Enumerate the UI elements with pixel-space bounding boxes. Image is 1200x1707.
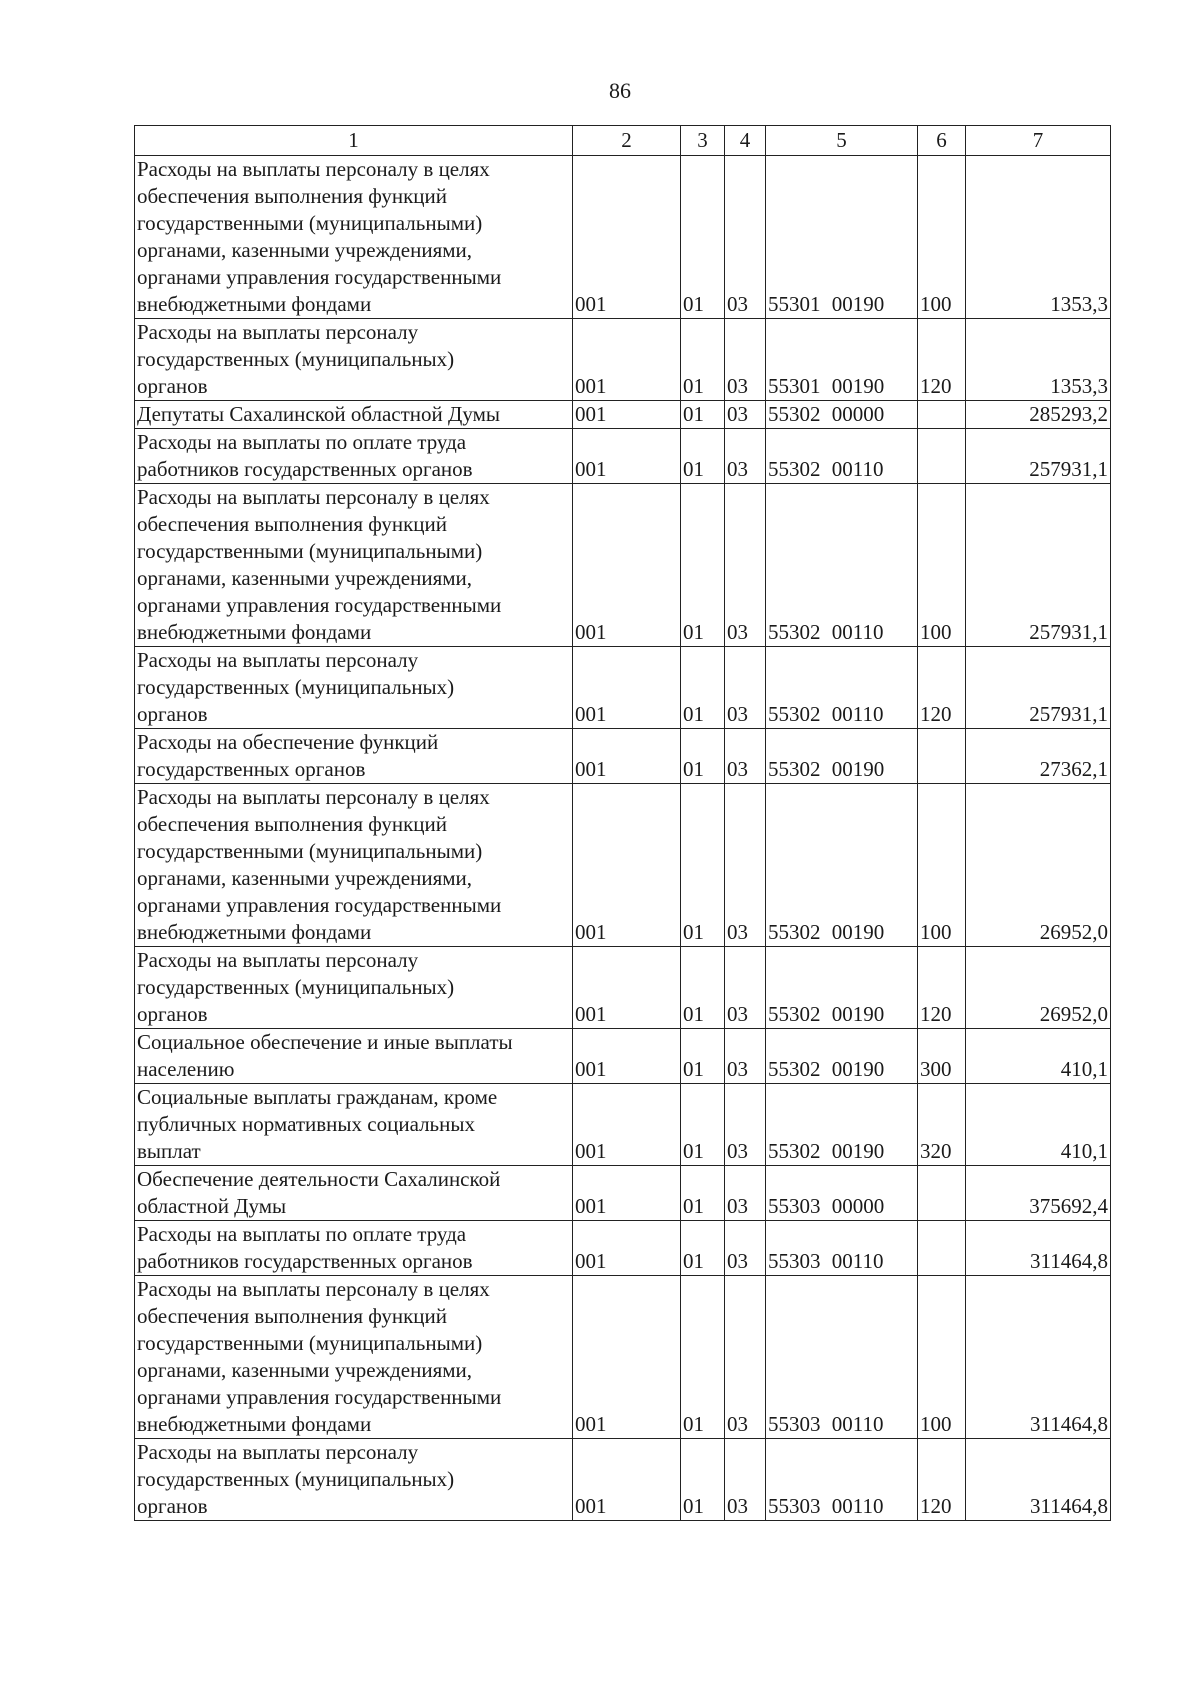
target-article-cell: 55302 00000 [766, 401, 918, 429]
table-row [135, 1166, 1111, 1221]
subsection-code-cell: 03 [725, 647, 766, 729]
amount-cell: 257931,1 [966, 647, 1111, 729]
section-code-cell: 01 [681, 1084, 725, 1166]
table-row [135, 647, 1111, 729]
ministry-code-cell: 001 [573, 156, 681, 319]
target-article-cell: 55301 00190 [766, 156, 918, 319]
ministry-code-cell: 001 [573, 647, 681, 729]
expense-type-cell: 100 [918, 784, 966, 947]
ministry-code-cell: 001 [573, 947, 681, 1029]
subsection-code-cell: 03 [725, 1221, 766, 1276]
amount-cell: 410,1 [966, 1084, 1111, 1166]
expense-name-cell: Социальные выплаты гражданам, кроме публичных нормативных социальных выплат [135, 1084, 573, 1166]
table-row [135, 1221, 1111, 1276]
section-code-cell: 01 [681, 156, 725, 319]
column-header: 5 [766, 126, 918, 156]
page-number: 86 [609, 78, 631, 103]
amount-cell: 26952,0 [966, 784, 1111, 947]
expense-type-cell: 120 [918, 319, 966, 401]
table-row [135, 947, 1111, 1029]
target-article-cell: 55302 00190 [766, 1084, 918, 1166]
section-code-cell: 01 [681, 647, 725, 729]
subsection-code-cell: 03 [725, 784, 766, 947]
column-header: 7 [966, 126, 1111, 156]
expense-name-cell: Расходы на выплаты персоналу государственных (муниципальных) органов [135, 319, 573, 401]
expense-type-cell [918, 401, 966, 429]
target-article-cell: 55303 00000 [766, 1166, 918, 1221]
expense-type-cell [918, 1221, 966, 1276]
expense-name-cell: Расходы на выплаты персоналу государственных (муниципальных) органов [135, 647, 573, 729]
amount-cell: 1353,3 [966, 156, 1111, 319]
expense-type-cell: 120 [918, 1439, 966, 1521]
expense-name-cell: Социальное обеспечение и иные выплаты населению [135, 1029, 573, 1084]
target-article-cell: 55301 00190 [766, 319, 918, 401]
table-row [135, 1439, 1111, 1521]
ministry-code-cell: 001 [573, 319, 681, 401]
amount-cell: 257931,1 [966, 429, 1111, 484]
ministry-code-cell: 001 [573, 484, 681, 647]
amount-cell: 311464,8 [966, 1439, 1111, 1521]
table-row [135, 1084, 1111, 1166]
target-article-cell: 55303 00110 [766, 1221, 918, 1276]
expense-name-cell: Расходы на выплаты по оплате труда работников государственных органов [135, 429, 573, 484]
table-header-row [135, 126, 1111, 156]
section-code-cell: 01 [681, 484, 725, 647]
section-code-cell: 01 [681, 1029, 725, 1084]
target-article-cell: 55302 00110 [766, 429, 918, 484]
amount-cell: 311464,8 [966, 1221, 1111, 1276]
expense-type-cell: 120 [918, 947, 966, 1029]
subsection-code-cell: 03 [725, 484, 766, 647]
expense-type-cell: 100 [918, 156, 966, 319]
ministry-code-cell: 001 [573, 1084, 681, 1166]
column-header: 2 [573, 126, 681, 156]
table-row [135, 484, 1111, 647]
target-article-cell: 55302 00110 [766, 484, 918, 647]
expense-type-cell: 320 [918, 1084, 966, 1166]
table-row [135, 1276, 1111, 1439]
expense-name-cell: Расходы на выплаты персоналу в целях обеспечения выполнения функций государственными (муниципальными) органами, казенными учреждениями, органами управления государственными внебюджетными фондами [135, 784, 573, 947]
amount-cell: 285293,2 [966, 401, 1111, 429]
subsection-code-cell: 03 [725, 1439, 766, 1521]
table-row [135, 156, 1111, 319]
ministry-code-cell: 001 [573, 429, 681, 484]
ministry-code-cell: 001 [573, 1166, 681, 1221]
expense-name-cell: Расходы на выплаты персоналу государственных (муниципальных) органов [135, 1439, 573, 1521]
ministry-code-cell: 001 [573, 729, 681, 784]
target-article-cell: 55302 00190 [766, 784, 918, 947]
subsection-code-cell: 03 [725, 401, 766, 429]
table-row [135, 429, 1111, 484]
table-row [135, 319, 1111, 401]
amount-cell: 1353,3 [966, 319, 1111, 401]
subsection-code-cell: 03 [725, 729, 766, 784]
amount-cell: 375692,4 [966, 1166, 1111, 1221]
target-article-cell: 55302 00190 [766, 947, 918, 1029]
section-code-cell: 01 [681, 1439, 725, 1521]
expense-name-cell: Расходы на выплаты персоналу в целях обеспечения выполнения функций государственными (муниципальными) органами, казенными учреждениями, органами управления государственными внебюджетными фондами [135, 484, 573, 647]
expense-name-cell: Депутаты Сахалинской областной Думы [135, 401, 573, 429]
column-header: 3 [681, 126, 725, 156]
ministry-code-cell: 001 [573, 1276, 681, 1439]
section-code-cell: 01 [681, 1221, 725, 1276]
expense-type-cell [918, 1166, 966, 1221]
column-header: 1 [135, 126, 573, 156]
subsection-code-cell: 03 [725, 156, 766, 319]
subsection-code-cell: 03 [725, 1276, 766, 1439]
table-row [135, 729, 1111, 784]
target-article-cell: 55302 00110 [766, 647, 918, 729]
amount-cell: 410,1 [966, 1029, 1111, 1084]
expense-name-cell: Обеспечение деятельности Сахалинской областной Думы [135, 1166, 573, 1221]
expense-type-cell: 300 [918, 1029, 966, 1084]
expense-name-cell: Расходы на выплаты персоналу в целях обеспечения выполнения функций государственными (муниципальными) органами, казенными учреждениями, органами управления государственными внебюджетными фондами [135, 156, 573, 319]
section-code-cell: 01 [681, 947, 725, 1029]
ministry-code-cell: 001 [573, 401, 681, 429]
subsection-code-cell: 03 [725, 1084, 766, 1166]
expense-name-cell: Расходы на выплаты персоналу в целях обеспечения выполнения функций государственными (муниципальными) органами, казенными учреждениями, органами управления государственными внебюджетными фондами [135, 1276, 573, 1439]
table-row [135, 784, 1111, 947]
expense-type-cell: 100 [918, 1276, 966, 1439]
ministry-code-cell: 001 [573, 1029, 681, 1084]
subsection-code-cell: 03 [725, 1166, 766, 1221]
budget-table [134, 125, 1111, 1521]
section-code-cell: 01 [681, 1166, 725, 1221]
subsection-code-cell: 03 [725, 1029, 766, 1084]
expense-type-cell: 120 [918, 647, 966, 729]
section-code-cell: 01 [681, 429, 725, 484]
amount-cell: 311464,8 [966, 1276, 1111, 1439]
ministry-code-cell: 001 [573, 784, 681, 947]
subsection-code-cell: 03 [725, 319, 766, 401]
expense-name-cell: Расходы на выплаты персоналу государственных (муниципальных) органов [135, 947, 573, 1029]
table-row [135, 1029, 1111, 1084]
target-article-cell: 55302 00190 [766, 1029, 918, 1084]
section-code-cell: 01 [681, 1276, 725, 1439]
expense-name-cell: Расходы на выплаты по оплате труда работников государственных органов [135, 1221, 573, 1276]
expense-type-cell [918, 429, 966, 484]
expense-type-cell: 100 [918, 484, 966, 647]
amount-cell: 27362,1 [966, 729, 1111, 784]
expense-type-cell [918, 729, 966, 784]
ministry-code-cell: 001 [573, 1439, 681, 1521]
section-code-cell: 01 [681, 401, 725, 429]
section-code-cell: 01 [681, 319, 725, 401]
column-header: 4 [725, 126, 766, 156]
section-code-cell: 01 [681, 784, 725, 947]
subsection-code-cell: 03 [725, 947, 766, 1029]
amount-cell: 257931,1 [966, 484, 1111, 647]
target-article-cell: 55303 00110 [766, 1276, 918, 1439]
target-article-cell: 55302 00190 [766, 729, 918, 784]
ministry-code-cell: 001 [573, 1221, 681, 1276]
amount-cell: 26952,0 [966, 947, 1111, 1029]
target-article-cell: 55303 00110 [766, 1439, 918, 1521]
column-header: 6 [918, 126, 966, 156]
table-row [135, 401, 1111, 429]
expense-name-cell: Расходы на обеспечение функций государственных органов [135, 729, 573, 784]
section-code-cell: 01 [681, 729, 725, 784]
subsection-code-cell: 03 [725, 429, 766, 484]
